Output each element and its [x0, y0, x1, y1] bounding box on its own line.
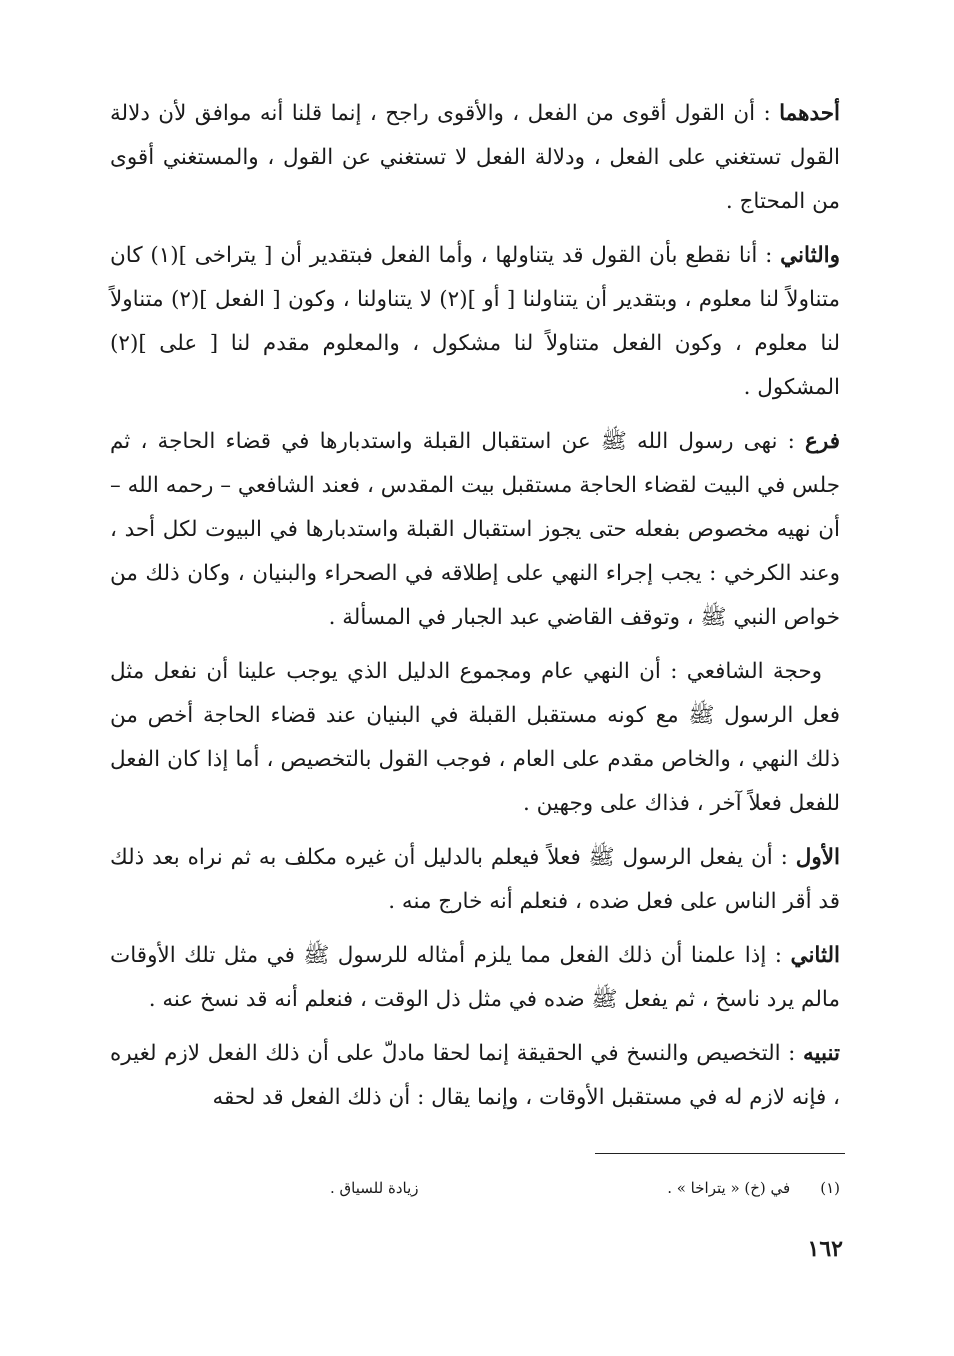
paragraph-text: وحجة الشافعي : أن النهي عام ومجموع الدليل الذي يوجب علينا أن نفعل مثل فعل الرسول ﷺ مع كونه مستقبل القبلة في البنيان عند قضاء الحاجة أخص من ذلك النهي ، والخاص مقدم على العام ، فوجب القول بالتخصيص ، أما إذا كان الفعل للفعل فعلاً آخر ، فذاك على وجهين .	[110, 659, 840, 816]
footnote-extra: زيادة للسياق .	[330, 1179, 419, 1197]
footnote	[330, 1175, 840, 1201]
paragraph-5	[110, 836, 840, 924]
paragraph-text: : نهى رسول الله ﷺ عن استقبال القبلة واستدبارها في قضاء الحاجة ، ثم جلس في البيت لقضاء الحاجة مستقبل بيت المقدس ، فعند الشافعي – رحمه الله – أن نهيه مخصوص بفعله حتى يجوز استقبال القبلة واستدبارها في البيوت لكل أحد ، وعند الكرخي : يجب إجراء النهي على إطلاقه في الصحراء والبنيان ، وكان ذلك من خواص النبي ﷺ ، وتوقف القاضي عبد الجبار في المسألة .	[110, 429, 840, 630]
paragraph-lead: فرع	[805, 429, 840, 454]
paragraph-text: : أن القول أقوى من الفعل ، والأقوى راجح ، إنما قلنا أنه موافق لأن دلالة القول تستغني على الفعل ، ودلالة الفعل لا تستغني عن القول ، والمستغني أقوى من المحتاج .	[110, 101, 840, 214]
paragraph-text: : إذا علمنا أن ذلك الفعل مما يلزم أمثاله للرسول ﷺ في مثل تلك الأوقات مالم يرد ناسخ ، ثم يفعل ﷺ ضده في مثل ذل الوقت ، فنعلم أنه قد نسخ عنه .	[110, 943, 840, 1012]
paragraph-6	[110, 934, 840, 1022]
paragraph-lead: الثاني	[790, 943, 840, 968]
footnote-number: (١)	[820, 1179, 840, 1197]
paragraph-1	[110, 92, 840, 224]
page-body	[110, 92, 840, 1130]
paragraph-text: : أنا نقطع بأن القول قد يتناولها ، وأما الفعل فبتقدير أن [ يتراخى ](١) كان متناولاً لنا معلوم ، وبتقدير أن يتناولنا [ أو ](٢) لا يتناولنا ، وكون [ الفعل ](٢) متناولاً لنا معلوم ، وكون الفعل متناولاً لنا مشكول ، والمعلوم مقدم لنا [ على ](٢) المشكول .	[110, 243, 840, 400]
paragraph-3	[110, 420, 840, 640]
paragraph-7	[110, 1032, 840, 1120]
paragraph-text: : التخصيص والنسخ في الحقيقة إنما لحقا مادلّ على أن ذلك الفعل لازم لغيره ، فإنه لازم له في مستقبل الأوقات ، وإنما يقال : أن ذلك الفعل قد لحقه	[110, 1041, 840, 1110]
paragraph-4	[110, 650, 840, 826]
paragraph-lead: الأول	[795, 845, 840, 870]
paragraph-lead: والثاني	[780, 243, 840, 268]
paragraph-text: : أن يفعل الرسول ﷺ فعلاً فيعلم بالدليل أن غيره مكلف به ثم نراه بعد ذلك قد أقر الناس على فعل ضده ، فنعلم أنه خارج منه .	[110, 845, 840, 914]
paragraph-lead: تنبيه	[803, 1041, 840, 1066]
footnote-text: في (خ) « يتراخا » .	[667, 1179, 791, 1197]
paragraph-lead: أحدهما	[779, 101, 840, 126]
footnote-divider	[595, 1153, 845, 1154]
page-number: ١٦٢	[807, 1236, 843, 1262]
paragraph-2	[110, 234, 840, 410]
